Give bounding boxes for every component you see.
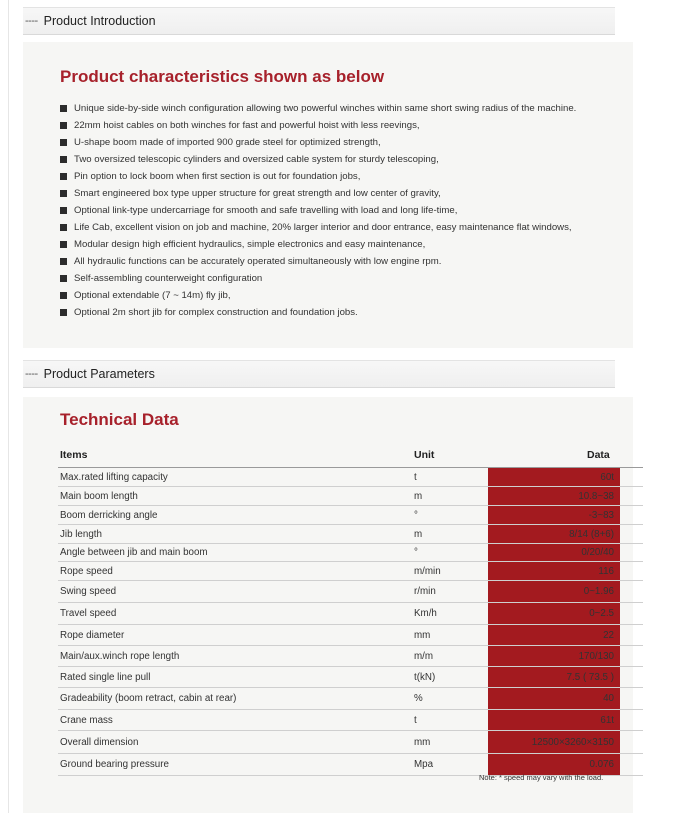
unit-cell: ° <box>414 510 418 521</box>
table-row <box>58 487 643 506</box>
data-cell: 61t <box>600 715 614 726</box>
unit-cell: r/min <box>414 586 436 597</box>
section-title-parameters: Product Parameters <box>43 367 155 381</box>
table-row <box>58 625 643 646</box>
table-row <box>58 710 643 731</box>
data-cell: 7.5 ( 73.5 ) <box>566 672 614 683</box>
table-row <box>58 562 643 581</box>
feature-text: Unique side-by-side winch configuration allowing two powerful winches within same short swing radius of the machine. <box>74 103 577 114</box>
feature-item <box>60 100 576 117</box>
feature-item <box>60 304 576 321</box>
item-cell: Rope diameter <box>60 630 125 641</box>
square-bullet-icon <box>60 224 67 231</box>
technical-data-heading: Technical Data <box>60 410 179 429</box>
square-bullet-icon <box>60 105 67 112</box>
feature-item <box>60 287 576 304</box>
item-cell: Rope speed <box>60 566 113 577</box>
table-row <box>58 667 643 688</box>
unit-cell: Mpa <box>414 759 434 770</box>
square-bullet-icon <box>60 156 67 163</box>
item-cell: Crane mass <box>60 715 113 726</box>
data-cell: 0/20/40 <box>581 547 614 558</box>
unit-cell: t <box>414 472 417 483</box>
feature-list <box>60 100 576 321</box>
table-body <box>58 468 643 776</box>
unit-cell: t <box>414 715 417 726</box>
square-bullet-icon <box>60 139 67 146</box>
square-bullet-icon <box>60 258 67 265</box>
data-cell: 12500×3260×3150 <box>531 737 614 748</box>
square-bullet-icon <box>60 309 67 316</box>
unit-cell: m <box>414 491 423 502</box>
item-cell: Ground bearing pressure <box>60 759 169 770</box>
item-cell: Main boom length <box>60 491 138 502</box>
item-cell: Rated single line pull <box>60 672 151 683</box>
item-cell: Overall dimension <box>60 737 139 748</box>
unit-cell: Km/h <box>414 608 437 619</box>
unit-cell: mm <box>414 630 431 641</box>
item-cell: Swing speed <box>60 586 117 597</box>
feature-item <box>60 168 576 185</box>
header-data: Data <box>587 449 610 461</box>
unit-cell: m/min <box>414 566 441 577</box>
section-dash: ---- <box>25 15 38 27</box>
square-bullet-icon <box>60 241 67 248</box>
item-cell: Gradeability (boom retract, cabin at rear) <box>60 693 237 704</box>
data-cell: 170/130 <box>578 651 614 662</box>
section-title-introduction: Product Introduction <box>43 14 156 28</box>
feature-item <box>60 134 576 151</box>
table-row <box>58 525 643 544</box>
feature-text: U-shape boom made of imported 900 grade steel for optimized strength, <box>74 137 381 148</box>
square-bullet-icon <box>60 190 67 197</box>
data-cell-background <box>488 688 620 709</box>
feature-item <box>60 117 576 134</box>
data-cell: 0~2.5 <box>589 608 614 619</box>
unit-cell: t(kN) <box>414 672 436 683</box>
square-bullet-icon <box>60 292 67 299</box>
section-header-parameters <box>23 360 615 388</box>
item-cell: Jib length <box>60 529 102 540</box>
data-cell: -3~83 <box>588 510 614 521</box>
feature-item <box>60 202 576 219</box>
data-cell: 0~1.96 <box>583 586 614 597</box>
square-bullet-icon <box>60 173 67 180</box>
section-dash: ---- <box>25 368 38 380</box>
feature-text: Pin option to lock boom when first section is out for foundation jobs, <box>74 171 361 182</box>
characteristics-heading: Product characteristics shown as below <box>60 67 385 86</box>
table-row <box>58 581 643 603</box>
data-cell: 8/14 (8+6) <box>569 529 614 540</box>
feature-item <box>60 151 576 168</box>
square-bullet-icon <box>60 207 67 214</box>
feature-item <box>60 185 576 202</box>
unit-cell: m <box>414 529 423 540</box>
table-row <box>58 731 643 754</box>
footnote: Note: * speed may vary with the load. <box>479 773 604 782</box>
table-row <box>58 603 643 625</box>
square-bullet-icon <box>60 122 67 129</box>
table-header-row <box>58 441 643 468</box>
header-items: Items <box>60 449 88 461</box>
unit-cell: ° <box>414 547 418 558</box>
data-cell: 116 <box>598 566 614 577</box>
unit-cell: m/m <box>414 651 434 662</box>
square-bullet-icon <box>60 275 67 282</box>
table-row <box>58 506 643 525</box>
item-cell: Angle between jib and main boom <box>60 547 208 558</box>
product-characteristics-panel <box>23 42 633 348</box>
feature-text: Modular design high efficient hydraulics, simple electronics and easy maintenance, <box>74 239 426 250</box>
feature-text: 22mm hoist cables on both winches for fast and powerful hoist with less reevings, <box>74 120 420 131</box>
item-cell: Boom derricking angle <box>60 510 158 521</box>
data-cell: 22 <box>603 630 614 641</box>
technical-data-panel <box>23 397 633 813</box>
feature-item <box>60 219 576 236</box>
feature-text: Life Cab, excellent vision on job and machine, 20% larger interior and door entrance, easy maintenance flat windows, <box>74 222 572 233</box>
feature-item <box>60 270 576 287</box>
data-cell: 10.8~38 <box>578 491 614 502</box>
feature-text: Self-assembling counterweight configuration <box>74 273 263 284</box>
left-border <box>8 0 9 813</box>
feature-item <box>60 253 576 270</box>
feature-text: Optional link-type undercarriage for smooth and safe travelling with load and long life-time, <box>74 205 458 216</box>
item-cell: Max.rated lifting capacity <box>60 472 168 483</box>
feature-text: Optional extendable (7 ~ 14m) fly jib, <box>74 290 231 301</box>
feature-text: Two oversized telescopic cylinders and oversized cable system for sturdy telescoping, <box>74 154 439 165</box>
data-cell: 40 <box>603 693 614 704</box>
table-row <box>58 688 643 710</box>
unit-cell: mm <box>414 737 431 748</box>
table-row <box>58 468 643 487</box>
unit-cell: % <box>414 693 423 704</box>
feature-item <box>60 236 576 253</box>
item-cell: Travel speed <box>60 608 117 619</box>
feature-text: Optional 2m short jib for complex construction and foundation jobs. <box>74 307 358 318</box>
table-row <box>58 544 643 562</box>
data-cell-background <box>488 625 620 645</box>
section-header-introduction <box>23 7 615 35</box>
data-cell: 60t <box>600 472 614 483</box>
item-cell: Main/aux.winch rope length <box>60 651 180 662</box>
technical-data-table <box>58 441 643 776</box>
data-cell: 0.076 <box>589 759 614 770</box>
feature-text: Smart engineered box type upper structure for great strength and low center of gravity, <box>74 188 441 199</box>
table-row <box>58 646 643 667</box>
feature-text: All hydraulic functions can be accurately operated simultaneously with low engine rpm. <box>74 256 442 267</box>
header-unit: Unit <box>414 449 435 461</box>
